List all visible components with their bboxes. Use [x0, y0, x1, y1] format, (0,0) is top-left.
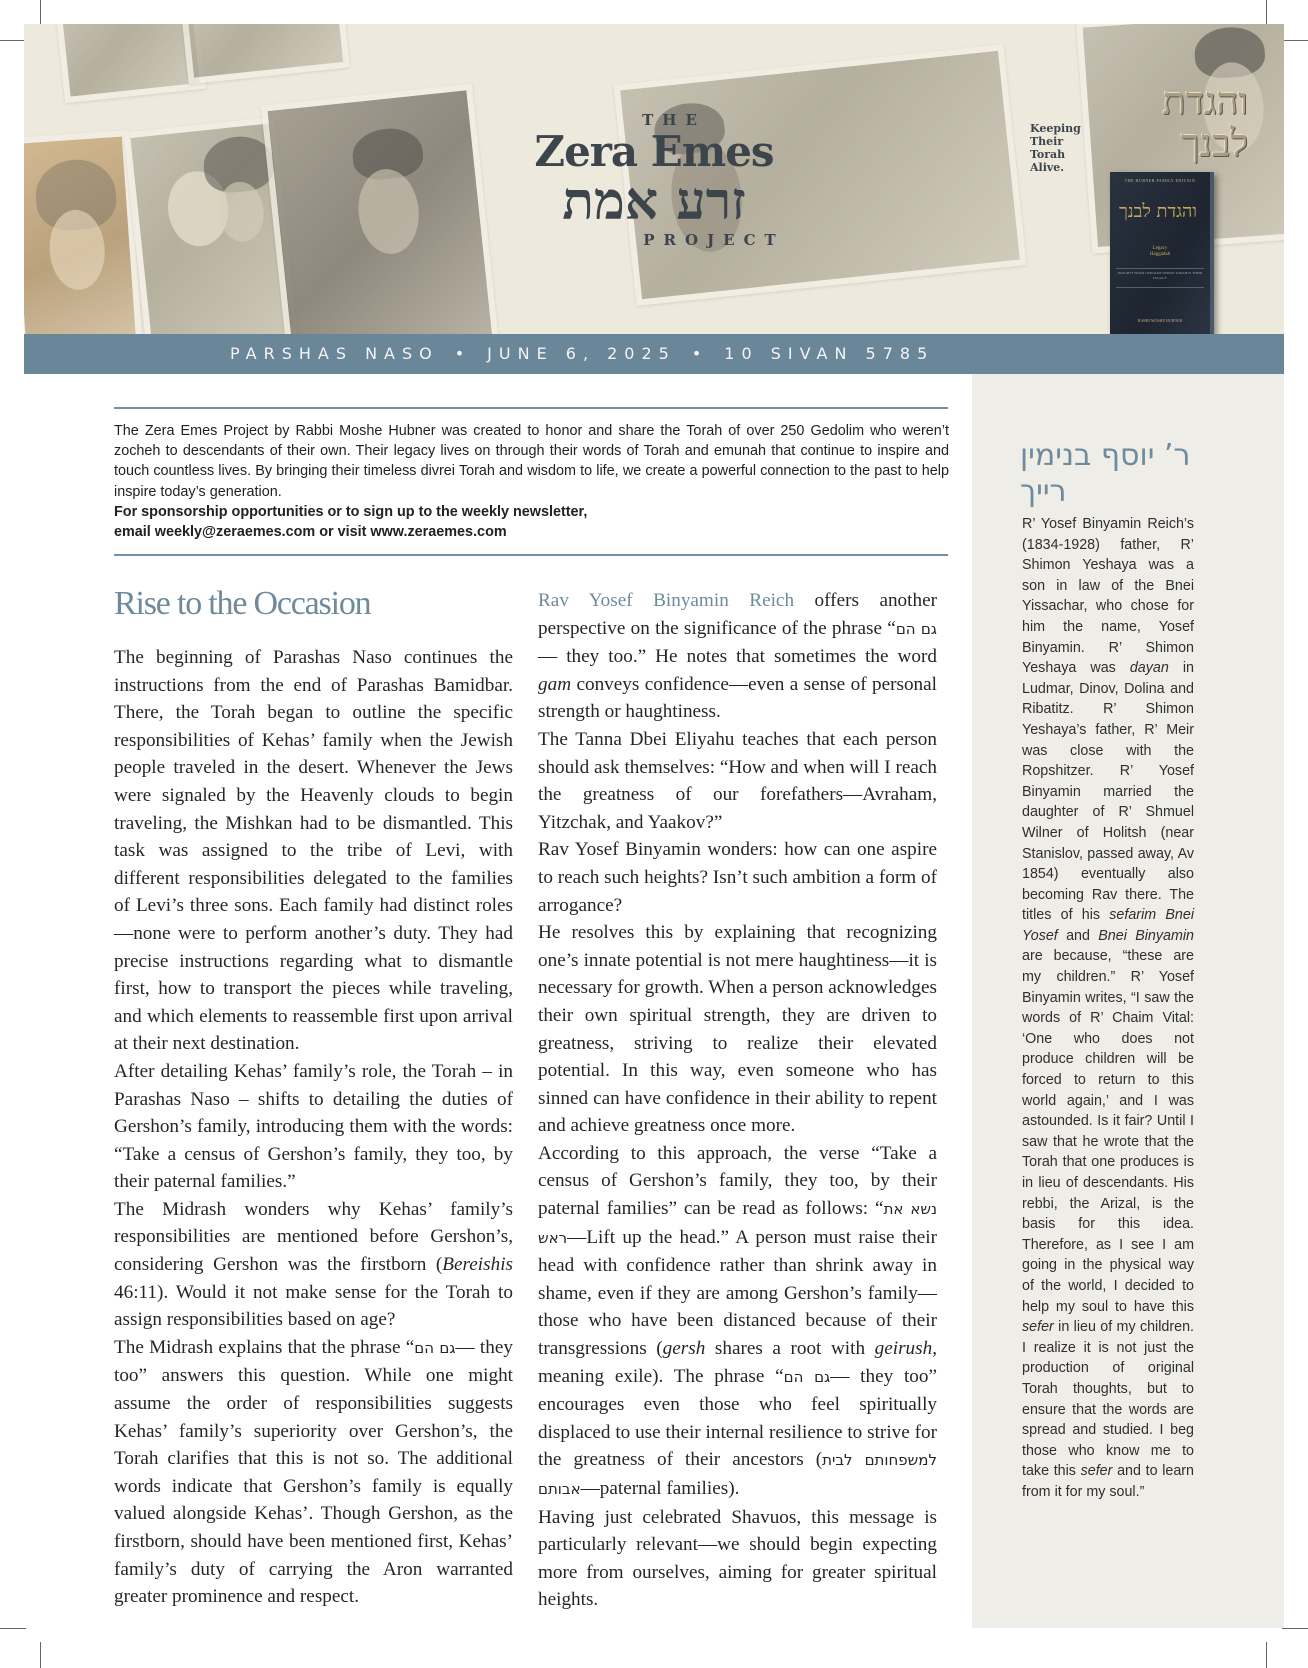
bio-italic: sefarim Bnei Yosef — [1022, 907, 1194, 944]
sponsorship-cta: For sponsorship opportunities or to sign up to the weekly newsletter, — [114, 503, 588, 520]
tagline-line: Keeping — [1030, 122, 1081, 135]
bio-italic: sefer — [1022, 1319, 1054, 1336]
separator-dot: • — [454, 344, 472, 363]
book-subtitle — [1110, 246, 1210, 258]
bio-text: in lieu of my children. I realize it is not just the production of original Torah thoughts, but to ensure that the words are spread and studied. I beg those who know me to take this — [1022, 1319, 1194, 1480]
logo-name: Zera Emes — [534, 127, 774, 176]
haggadah-promo-tagline — [1030, 122, 1094, 174]
paragraph: The Tanna Dbei Eliyahu teaches that each person should ask themselves: “How and when will I reach the greatness of our forefathers—Avraham, Yitzchak, and Yaakov?” — [538, 728, 937, 833]
bio-text: and to learn from it for my soul.” — [1022, 1463, 1194, 1500]
crop-mark — [40, 0, 41, 26]
paragraph: Rav Yosef Binyamin wonders: how can one aspire to reach such heights? Isn’t such ambition a form of arrogance? — [538, 839, 937, 916]
photo-collage-image — [261, 84, 499, 334]
divider-rule — [114, 407, 948, 409]
crop-mark — [40, 1642, 41, 1668]
paragraph: After detailing Kehas’ family’s role, the Torah – in Parashas Naso – shifts to detailing the duties of Gershon’s family, introducing them with the words: “Take a census of Gershon’s family, they too, by their paternal families.” — [114, 1060, 513, 1193]
bio-text: are because, “these are my children.” R’ Yosef Binyamin writes, “I saw the words of R’ Chaim Vital: ‘One who does not produce children will be forced to return to this world again,’ and I was astounded. Is it fair? Until I saw that he wrote that the Torah that one produces is in lieu of descendants. His rebbi, the Arizal, is the basis for this idea. Therefore, as I see I am going in the physical way of the world, I decided to help my soul to have this — [1022, 948, 1194, 1315]
paragraph: According to this approach, the verse “Take a census of Gershon’s family, they too, by their paternal families” can be read as follows: “נשא את ראש—Lift up the head.” A person must raise their head with confidence rather than shrink away in shame, even if they are among Gershon’s family—those who have been distanced because of their transgressions (gersh shares a root with geirush, meaning exile). The phrase “גם הם— they too” encourages even those who feel spiritually displaced to use their internal resilience to strive for the greatness of their ancestors (למשפחותם לבית אבותם—paternal families). — [538, 1142, 937, 1499]
paragraph: The Midrash wonders why Kehas’ family’s responsibilities are mentioned before Gershon’s, considering Gershon was the firstborn (Bereishis 46:11). Would it not make sense for the Torah to assign responsibilities based on age? — [114, 1198, 513, 1331]
contact-links[interactable]: email weekly@zeraemes.com or visit www.zeraemes.com — [114, 524, 507, 541]
paragraph: The beginning of Parashas Naso continues the instructions from the end of Parashas Bamidbar. There, the Torah began to outline the specific responsibilities of Kehas’ family when the Jewish people traveled in the desert. Whenever the Jews were signaled by the Heavenly clouds to begin traveling, the Mishkan had to be dismantled. This task was assigned to the tribe of Levi, with different responsibilities delegated to the families of Levi’s three sons. Each family had distinct roles—none were to perform another’s duty. They had precise instructions regarding what to dismantle first, how to transport the pieces while traveling, and which elements to reassemble first upon arrival at their next destination. — [114, 647, 513, 1055]
photo-collage-image — [180, 24, 350, 84]
crop-mark — [1266, 0, 1267, 26]
divider-rule — [114, 554, 948, 556]
book-hebrew-title: והגדת לבנך — [1118, 201, 1198, 222]
book-band-text: INSIGHTS FROM GEDOLIM WHOSE TORAH IS THEIR LEGACY — [1116, 268, 1204, 288]
bio-italic: sefer — [1080, 1463, 1113, 1480]
civil-date: JUNE 6, 2025 — [487, 344, 676, 363]
paragraph: Rav Yosef Binyamin Reich offers another perspective on the significance of the phrase “גם הם— they too.” He notes that sometimes the word gam conveys confidence—even a sense of personal strength or haughtiness. — [538, 590, 937, 723]
bio-italic: dayan — [1129, 660, 1169, 677]
parsha-name: PARSHAS NASO — [230, 344, 439, 363]
book-author: RABBI MOSHE HUBNER — [1137, 318, 1183, 323]
crop-mark — [1266, 1642, 1267, 1668]
crop-mark — [1282, 40, 1308, 41]
hebrew-phrase: נשא את ראש — [538, 1200, 937, 1247]
crop-mark — [1282, 1628, 1308, 1629]
hebrew-phrase: גם הם — [414, 1338, 456, 1357]
article-title: Rise to the Occasion — [114, 585, 371, 622]
book-subtitle-line: Legacy — [1152, 246, 1168, 251]
logo-the: THE — [642, 111, 706, 129]
crop-mark — [0, 1628, 26, 1629]
bio-text: and — [1057, 927, 1099, 944]
intro-block — [114, 421, 949, 542]
sidebar-biography — [1022, 514, 1194, 1503]
date-bar — [24, 334, 1284, 374]
book-edition: THE HUBNER FAMILY EDITION — [1124, 178, 1196, 183]
hebrew-date: 10 SIVAN 5785 — [724, 344, 935, 363]
logo-hebrew: זרע אמת — [562, 171, 746, 232]
tagline-line: Torah Alive. — [1030, 148, 1066, 174]
book-subtitle-line: Haggadah — [1149, 252, 1171, 257]
sidebar-hebrew-name: ר’ יוסף בנימין רייך — [1020, 438, 1191, 509]
highlighted-name: Rav Yosef Binyamin Reich — [538, 590, 795, 611]
article-column-1 — [114, 644, 513, 1611]
tagline-line: Their — [1030, 135, 1064, 148]
haggadah-promo-title: והגדת לבנך — [1162, 79, 1248, 165]
hebrew-phrase: גם הם — [895, 619, 937, 638]
separator-dot: • — [691, 344, 709, 363]
hebrew-phrase: למשפחותם לבית אבותם — [538, 1451, 937, 1498]
article-column-2 — [538, 587, 937, 1614]
paragraph: Having just celebrated Shavuos, this message is particularly relevant—we should begin expecting more from ourselves, aiming for greater spiritual heights. — [538, 1506, 937, 1611]
haggadah-book-cover — [1110, 172, 1214, 338]
bio-italic: Bnei Binyamin — [1098, 927, 1194, 944]
paragraph: The Midrash explains that the phrase “גם הם— they too” answers this question. While one might assume the order of responsibilities suggests Kehas’ family’s superiority over Gershon’s, the Torah clarifies that this is not so. The additional words indicate that Gershon’s family is equally valued alongside Kehas’. Though Gershon, as the firstborn, should have been mentioned first, Kehas’ family’s duty of carrying the Aron warranted greater prominence and respect. — [114, 1336, 513, 1608]
hebrew-phrase: גם הם — [783, 1367, 831, 1386]
intro-text: The Zera Emes Project by Rabbi Moshe Hubner was created to honor and share the Torah of over 250 Gedolim who weren’t zocheh to descendants of their own. Their legacy lives on through their words of Torah and emunah that continue to inspire and touch countless lives. By bringing their timeless divrei Torah and wisdom to life, we create a powerful connection to the past to help inspire today’s generation. — [114, 423, 949, 500]
logo-project: PROJECT — [643, 231, 785, 249]
header-banner — [24, 24, 1284, 334]
paragraph: He resolves this by explaining that recognizing one’s innate potential is not mere haughtiness—it is necessary for growth. When a person acknowledges their own spiritual strength, they are driven to greatness, striving to realize their elevated potential. In this way, even someone who has sinned can have confidence in their ability to repent and achieve greatness once more. — [538, 922, 937, 1137]
zera-emes-logo — [494, 110, 814, 250]
crop-mark — [0, 40, 26, 41]
bio-text: in Ludmar, Dinov, Dolina and Ribatitz. R’ Shimon Yeshaya’s father, R’ Meir was close with the Ropshitzer. R’ Yosef Binyamin married the daughter of R’ Shmuel Wilner of Holitsh (near Stanislov, passed away, Av 1854) eventually also becoming Rav there. The titles of his — [1022, 660, 1194, 924]
bio-text: R’ Yosef Binyamin Reich’s (1834-1928) father, R’ Shimon Yeshaya was a son in law of the Bnei Yissachar, who chose for him the name, Yosef Binyamin. R’ Shimon Yeshaya was — [1022, 516, 1194, 677]
